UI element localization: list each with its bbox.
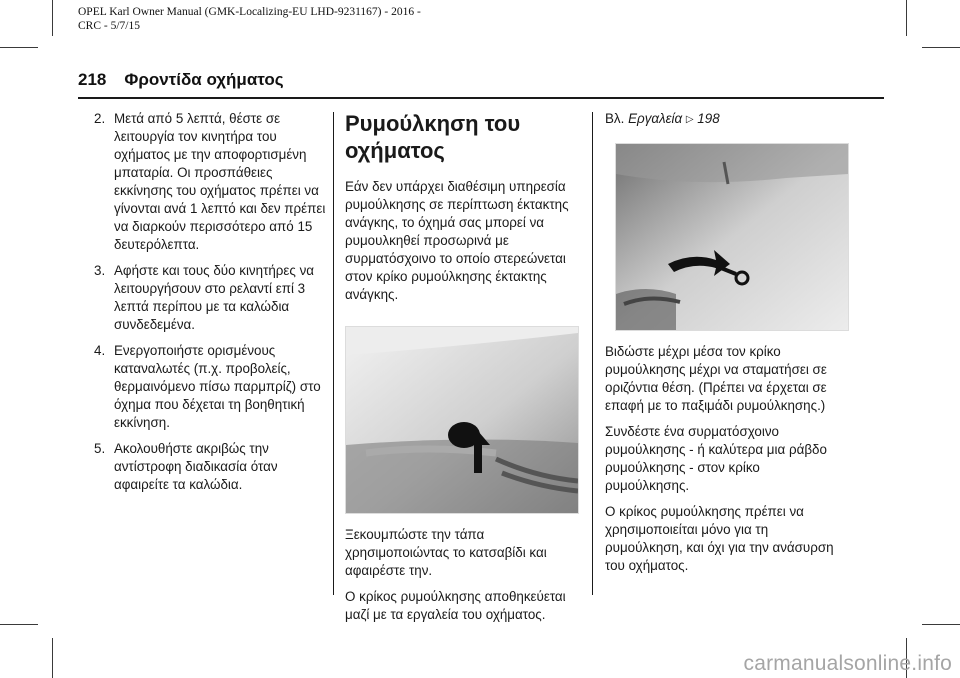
column-divider [592,112,593,595]
heading-rule [78,97,884,99]
column-3 [605,110,845,583]
step-number: 3. [94,263,106,278]
intro-paragraph: Εάν δεν υπάρχει διαθέσιμη υπηρεσία ρυμούλκησης σε περίπτωση έκτακτης ανάγκης, το όχημά σας μπορεί να ρυμουλκηθεί προσωρινά με συρματόσχοινο το οποίο στερεώνεται στον κρίκο ρυμούλκησης έκτακτης ανάγκης. [345,179,569,302]
reference-link[interactable]: Εργαλεία [628,111,683,126]
crop-mark [906,0,907,36]
print-header-line: CRC - 5/7/15 [78,20,140,32]
list-item [78,342,328,432]
car-front-cap-illustration [346,327,578,513]
paragraph: Βιδώστε μέχρι μέσα τον κρίκο ρυμούλκησης μέχρι να σταματήσει σε οριζόντια θέση. (Πρέπει να έρχεται σε επαφή με το παξιμάδι ρυμούλκησης.) [605,344,827,413]
crop-mark [922,47,960,48]
print-header-line: OPEL Karl Owner Manual (GMK-Localizing-EU LHD-9231167) - 2016 - [78,6,421,18]
crop-mark [922,624,960,625]
reference-page: 198 [697,111,720,126]
figure-remove-cap [345,326,579,514]
tow-eye-illustration [616,144,848,330]
step-list [78,110,328,494]
page-title: Φροντίδα οχήματος [124,70,284,89]
column-divider [333,112,334,595]
watermark: carmanualsonline.info [743,652,952,675]
crop-mark [0,624,38,625]
crop-mark [0,47,38,48]
crop-mark [52,638,53,678]
see-prefix: Βλ. [605,111,625,126]
step-text: Ενεργοποιήστε ορισμένους καταναλωτές (π.χ. προβολείς, θερμαινόμενο πίσω παρμπρίζ) στο όχημα που δέχεται τη βοηθητική εκκίνηση. [114,343,321,430]
column-1 [78,110,328,502]
section-title: Ρυμούλκηση του οχήματος [345,111,521,163]
step-number: 4. [94,343,106,358]
step-number: 2. [94,111,106,126]
print-header [78,5,421,33]
page-number: 218 [78,70,107,89]
step-number: 5. [94,441,106,456]
list-item [78,262,328,334]
step-text: Ακολουθήστε ακριβώς την αντίστροφη διαδικασία όταν αφαιρείτε τα καλώδια. [114,441,278,492]
list-item [78,440,328,494]
page-heading [78,70,284,90]
cross-reference [605,110,845,129]
step-text: Αφήστε και τους δύο κινητήρες να λειτουργήσουν στο ρελαντί επί 3 λεπτά περίπου με τα καλώδια συνδεδεμένα. [114,263,315,332]
paragraph: Ο κρίκος ρυμούλκησης πρέπει να χρησιμοποιείται μόνο για τη ρυμούλκηση, και όχι για την ανάσυρση του οχήματος. [605,504,834,573]
page-ref-icon: ▷ [685,114,694,125]
paragraph: Ξεκουμπώστε την τάπα χρησιμοποιώντας το κατσαβίδι και αφαιρέστε την. [345,527,547,578]
step-text: Μετά από 5 λεπτά, θέστε σε λειτουργία τον κινητήρα του οχήματος με την αποφορτισμένη μπαταρία. Οι προσπάθειες εκκίνησης του οχήματος πρέπει να γίνονται ανά 1 λεπτό και δεν πρέπει να διαρκούν περισσότερο από 15 δευτερόλεπτα. [114,111,326,252]
list-item [78,110,328,254]
crop-mark [52,0,53,36]
figure-screw-eye [615,143,849,331]
paragraph: Συνδέστε ένα συρματόσχοινο ρυμούλκησης - ή καλύτερα μια ράβδο ρυμούλκησης - στον κρίκο ρυμούλκησης. [605,424,827,493]
paragraph: Ο κρίκος ρυμούλκησης αποθηκεύεται μαζί με τα εργαλεία του οχήματος. [345,589,566,622]
column-2 [345,110,585,632]
